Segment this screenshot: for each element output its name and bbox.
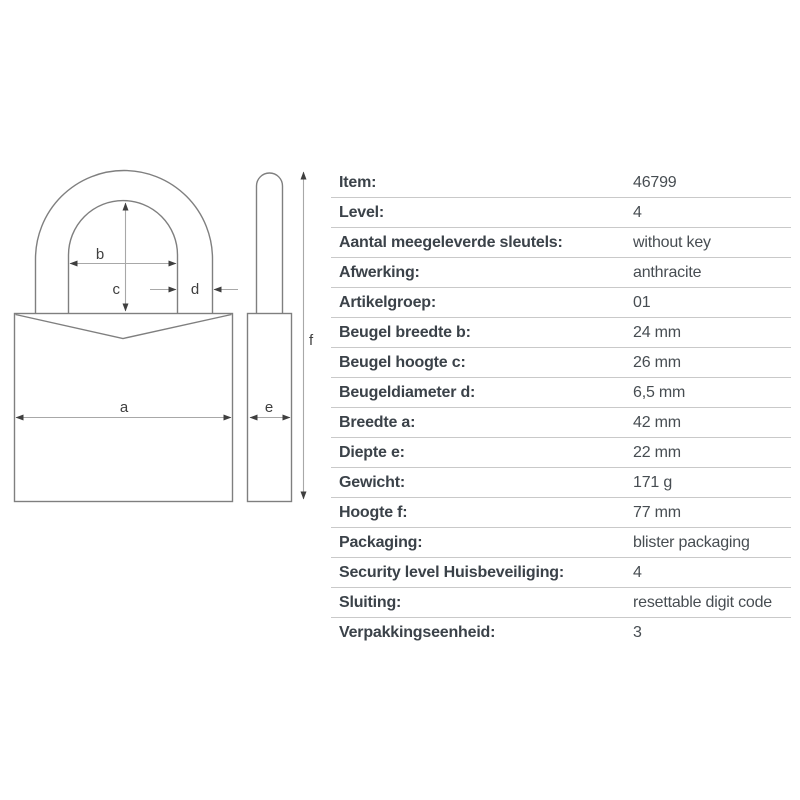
spec-label: Aantal meegeleverde sleutels: [339,233,563,251]
spec-label: Packaging: [339,533,423,551]
spec-row [331,468,791,498]
spec-value: 42 mm [633,413,681,431]
padlock-dimension-diagram [0,150,330,670]
shackle-side-outline [257,173,283,313]
spec-label: Diepte e: [339,443,405,461]
spec-value: 77 mm [633,503,681,521]
spec-label: Beugel breedte b: [339,323,471,341]
shackle-outer-outline [36,171,213,314]
spec-row [331,348,791,378]
spec-label: Security level Huisbeveiliging: [339,563,564,581]
spec-value: resettable digit code [633,593,773,611]
spec-row [331,498,791,528]
spec-row [331,288,791,318]
spec-row [331,588,791,618]
dimension-label-c: c [112,281,120,298]
spec-label: Breedte a: [339,413,416,431]
dimension-label-f: f [309,332,314,349]
dimension-label-a: a [119,399,129,416]
padlock-side-view [248,173,292,502]
spec-row [331,528,791,558]
spec-row [331,168,791,198]
spec-value: 22 mm [633,443,681,461]
spec-label: Item: [339,173,377,191]
spec-label: Hoogte f: [339,503,408,521]
spec-row [331,618,791,647]
spec-row [331,558,791,588]
spec-value: without key [633,233,711,251]
spec-value: 24 mm [633,323,681,341]
spec-value: anthracite [633,263,702,281]
spec-value: 01 [633,293,651,311]
spec-row [331,258,791,288]
spec-row [331,378,791,408]
body-chevron [16,315,232,339]
padlock-front-view [15,171,233,502]
spec-label: Gewicht: [339,473,405,491]
spec-row [331,438,791,468]
spec-value: blister packaging [633,533,750,551]
spec-label: Level: [339,203,385,221]
spec-value: 46799 [633,173,677,191]
spec-label: Artikelgroep: [339,293,436,311]
dimension-label-e: e [264,399,274,416]
spec-label: Beugel hoogte c: [339,353,466,371]
spec-value: 26 mm [633,353,681,371]
spec-label: Sluiting: [339,593,402,611]
spec-label: Afwerking: [339,263,420,281]
spec-row [331,318,791,348]
spec-value: 6,5 mm [633,383,686,401]
spec-table [331,168,791,647]
spec-label: Verpakkingseenheid: [339,623,496,641]
spec-label: Beugeldiameter d: [339,383,476,401]
spec-value: 171 g [633,473,673,491]
spec-value: 4 [633,563,642,581]
spec-row [331,408,791,438]
spec-value: 4 [633,203,642,221]
spec-value: 3 [633,623,642,641]
spec-row [331,228,791,258]
spec-row [331,198,791,228]
dimension-label-b: b [95,246,105,263]
dimension-label-d: d [190,281,200,298]
shackle-inner-outline [69,201,178,313]
